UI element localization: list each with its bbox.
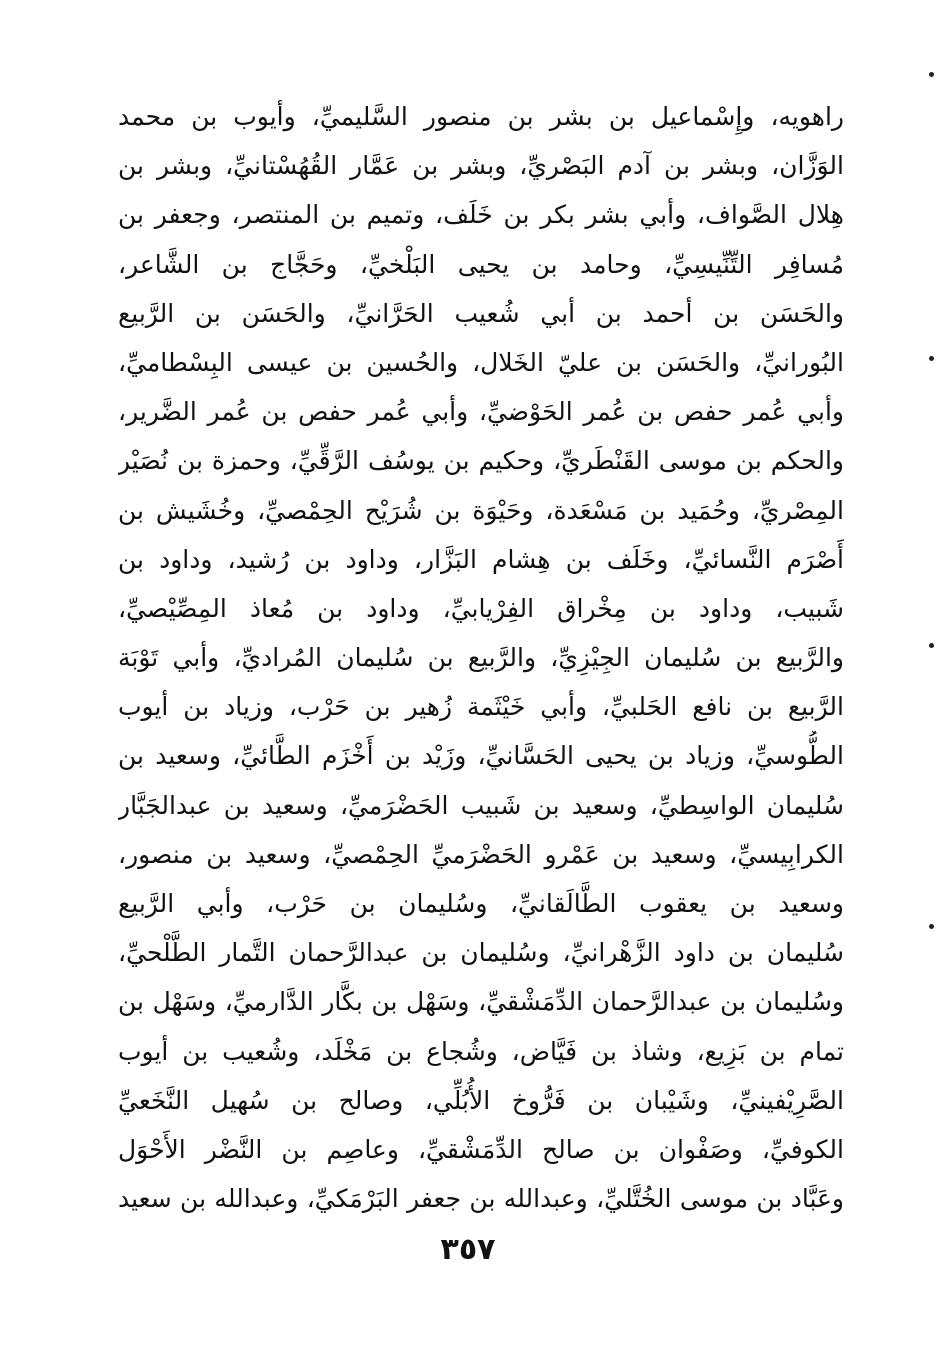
text-line-10: أَصْرَم النَّسائيِّ، وخَلَف بن هِشام البَزَّار، وداود بن رُشيد، وداود بن bbox=[118, 544, 844, 574]
page-number: ٣٥٧ bbox=[440, 1232, 496, 1267]
text-line-5: والحَسَن بن أحمد بن أبي شُعيب الحَرَّانيِّ، والحَسَن بن الرَّبيع bbox=[118, 298, 844, 328]
text-line-15: سُليمان الواسِطيِّ، وسعيد بن شَبيب الحَضْرَميِّ، وسعيد بن عبدالجَبَّار bbox=[118, 790, 844, 820]
text-line-8: والحكم بن موسى القَنْطَريِّ، وحكيم بن يوسُف الرَّقِّيِّ، وحمزة بن نُصَيْر bbox=[118, 446, 844, 476]
text-line-18: سُليمان بن داود الزَّهْرانيِّ، وسُليمان بن عبدالرَّحمان التَّمار الطَّلْحيِّ، bbox=[118, 938, 844, 968]
scan-dot-2 bbox=[929, 356, 934, 361]
text-line-16: الكرابِيسيِّ، وسعيد بن عَمْرو الحَضْرَميِّ الحِمْصيِّ، وسعيد بن منصور، bbox=[118, 839, 844, 869]
text-line-21: الصَّرِيْفينيِّ، وشَيْبان بن فَرُّوخ الأُبُلِّي، وصالح بن سُهيل النَّخَعيِّ bbox=[118, 1085, 844, 1115]
text-line-23: وعَبَّاد بن موسى الخُتَّليِّ، وعبدالله بن جعفر البَرْمَكيِّ، وعبدالله بن سعيد bbox=[118, 1184, 844, 1214]
body-text bbox=[118, 92, 844, 1223]
text-line-11: شَبيب، وداود بن مِخْراق الفِرْيابيِّ، وداود بن مُعاذ المِصِّيْصيِّ، bbox=[118, 593, 844, 623]
scan-dot-3 bbox=[929, 643, 934, 648]
text-line-6: البُورانيِّ، والحَسَن بن عليّ الخَلال، والحُسين بن عيسى البِسْطاميِّ، bbox=[118, 347, 844, 377]
text-line-19: وسُليمان بن عبدالرَّحمان الدِّمَشْقيِّ، وسَهْل بن بكَّار الدَّارميِّ، وسَهْل بن bbox=[118, 987, 844, 1017]
text-line-22: الكوفيِّ، وصَفْوان بن صالح الدِّمَشْقيِّ، وعاصِم بن النَّضْر الأَحْوَل bbox=[118, 1134, 844, 1164]
text-line-2: الوَزَّان، وبشر بن آدم البَصْريِّ، وبشر بن عَمَّار القُهُسْتانيِّ، وبشر بن bbox=[118, 151, 844, 181]
scan-dot-4 bbox=[929, 924, 934, 929]
text-line-7: وأبي عُمر حفص بن عُمر الحَوْضيِّ، وأبي عُمر حفص بن عُمر الضَّرير، bbox=[118, 397, 844, 427]
text-line-14: الطُّوسيِّ، وزياد بن يحيى الحَسَّانيِّ، وزَيْد بن أَخْزَم الطَّائيِّ، وسعيد بن bbox=[118, 741, 844, 771]
text-line-12: والرَّبيع بن سُليمان الجِيْزِيِّ، والرَّبيع بن سُليمان المُراديِّ، وأبي تَوْبَة bbox=[118, 643, 844, 673]
text-line-4: مُسافِر التِّنِّيسِيِّ، وحامد بن يحيى البَلْخيِّ، وحَجَّاج بن الشَّاعر، bbox=[118, 249, 844, 279]
text-line-17: وسعيد بن يعقوب الطَّالَقانيِّ، وسُليمان بن حَرْب، وأبي الرَّبيع bbox=[118, 889, 844, 918]
text-line-1: راهويه، وإِسْماعيل بن بشر بن منصور السَّليميِّ، وأيوب بن محمد bbox=[118, 102, 844, 131]
text-line-3: هِلال الصَّواف، وأبي بشر بكر بن خَلَف، وتميم بن المنتصر، وجعفر بن bbox=[118, 200, 844, 230]
text-line-20: تمام بن بَزِيع، وشاذ بن فَيَّاض، وشُجاع بن مَخْلَد، وشُعيب بن أيوب bbox=[118, 1036, 844, 1066]
scan-dot-1 bbox=[929, 72, 934, 77]
text-line-13: الرَّبيع بن نافع الحَلبيِّ، وأبي خَيْثَمة زُهير بن حَرْب، وزياد بن أيوب bbox=[118, 692, 844, 722]
text-line-9: المِصْريِّ، وحُمَيد بن مَسْعَدة، وحَيْوَة بن شُرَيْح الحِمْصيِّ، وخُشَيش بن bbox=[118, 495, 844, 525]
